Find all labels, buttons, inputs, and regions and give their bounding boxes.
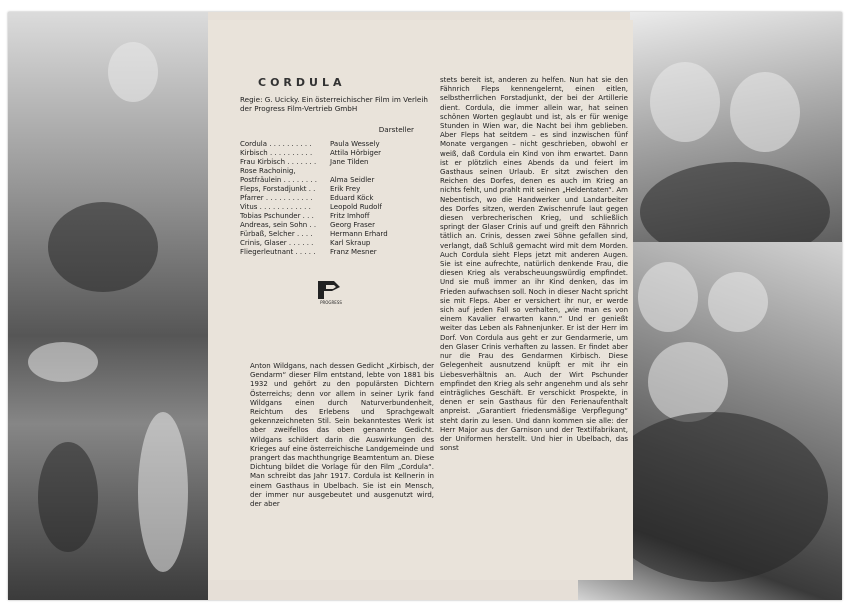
cast-role: Fürbaß, Selcher . . . . [240,230,313,238]
cast-actor: Paula Wessely [330,140,380,148]
progress-logo-icon [314,279,348,305]
cast-role: Rose Rachoinig, [240,167,296,175]
cast-role: Andreas, sein Sohn . . [240,221,317,229]
cast-row [240,149,430,158]
cast-actor: Hermann Erhard [330,230,388,238]
cast-actor [330,167,430,176]
cast-actor: Eduard Köck [330,194,374,202]
cast-role: Postfräulein . . . . . . . . [240,176,317,184]
cast-list [240,140,430,257]
cast-actor: Franz Mesner [330,248,377,256]
cast-role: Tobias Pschunder . . . [240,212,314,220]
cast-row [240,239,430,248]
cast-actor: Erik Frey [330,185,361,193]
cast-role: Fleps, Forstadjunkt . . [240,185,316,193]
director-credit: Regie: G. Ucicky. Ein österreichischer Film im Verleih der Progress Film-Vertrieb GmbH [240,95,428,113]
article-text-right: stets bereit ist, anderen zu helfen. Nun hat sie den Fähnrich Fleps kennengelernt, einen eitlen, selbstherrlichen Forstadjunkt, der bei der Artillerie dient. Cordula, die immer allein war, hat seinen schönen Worten geglaubt und ist, als er für wenige Stunden in Wien war, die Nacht bei ihm geblieben. Aber Fleps hat seitdem – es sind inzwischen fünf Monate vergangen – nicht geschrieben, obwohl er weiß, daß Cordula ein Kind von ihm erwartet. Dann ist er plötzlich eines Abends da und feiert im Gasthaus seinen Urlaub. Er sitzt zwischen den Reichen des Dorfes, denen es auch im Krieg an nichts fehlt, und prahlt mit seinen „Heldentaten“. Am Nebentisch, wo die Handwerker und Landarbeiter des Dorfes sitzen, werden Zwischenrufe laut gegen diesen verbrecherischen Krieg, und schließlich springt der Glaser Crinis auf und greift den Fähnrich tätlich an. Crinis, dessen zwei Söhne gefallen sind, verlangt, daß Schluß gemacht wird mit dem Morden. Auch Cordula sieht Fleps jetzt mit anderen Augen. Sie ist eine aufrechte, natürlich denkende Frau, die diesen Krieg als verabscheuungswürdig empfindet. Und sie muß immer an ihr Kind denken, das im Frieden aufwachsen soll. Noch in dieser Nacht spricht sie mit Fleps. Aber er versichert ihr nur, er werde sich auf jeden Fall so verhalten, „wie man es von einem Kavalier erwarten kann.“ Und er genießt weiter das Leben als Fahnenjunker. Er ist der Herr im Dorf. Von Cordula aus geht er zur Gendarmerie, um den Glaser Crinis verhaften zu lassen. Er findet aber nur die Frau des Gendarmen Kirbisch. Diese Gelegenheit ausnutzend knüpft er mit ihr ein Liebesverhältnis an. Auch der Wirt Pschunder empfindet den Krieg als sehr angenehm und als sehr einträgliches Geschäft. Er verschickt Prospekte, in denen er sein Gasthaus für den Ferienaufenthalt anpreist. „Garantiert friedensmäßige Verpflegung“ steht darin zu lesen. Und dann kommen sie alle: der Herr Major aus der Garnison und der Textilfabrikant, der Uniformen herstellt. Und hier in Ubelbach, das sonst [440,76,628,453]
cast-role: Vitus . . . . . . . . . . . . [240,203,311,211]
article-text-left: Anton Wildgans, nach dessen Gedicht „Kirbisch, der Gendarm“ dieser Film entstand, lebte von 1881 bis 1932 und gehört zu den populärsten Dichtern Österreichs; denn vor allem in seiner Lyrik fand Wildgans einen durch Naturverbundenheit, Reichtum des Erlebens und Sprachgewalt gekennzeichneten Stil. Sein bekanntestes Werk ist aber zweifellos das oben genannte Gedicht. Wildgans schildert darin die Auswirkungen des Krieges auf eine österreichische Landgemeinde und prangert das machthungrige Beamtentum an. Diese Dichtung bildet die Vorlage für den Film „Cordula“. Man schreibt das Jahr 1917. Cordula ist Kellnerin in einem Gasthaus in Ubelbach. Sie ist ein Mensch, der immer nur ausgebeutet und ausgenutzt wird, der aber [250,362,434,509]
cast-row [240,185,430,194]
cast-heading: Darsteller [378,125,414,134]
cast-actor: Georg Fraser [330,221,375,229]
cast-row [240,212,430,221]
article-column-right [440,76,628,453]
cast-actor: Leopold Rudolf [330,203,382,211]
cast-row [240,203,430,212]
cast-row [240,158,430,167]
film-still-top-right [630,12,842,262]
film-title: CORDULA [258,76,346,89]
cast-actor: Karl Skraup [330,239,371,247]
cast-actor: Alma Seidler [330,176,375,184]
credits-column [240,76,430,309]
cast-row [240,230,430,239]
cast-role: Crinis, Glaser . . . . . . [240,239,314,247]
cast-actor: Attila Hörbiger [330,149,381,157]
cast-role: Kirbisch . . . . . . . . . . [240,149,313,157]
cast-role: Pfarrer . . . . . . . . . . . [240,194,313,202]
cast-row [240,176,430,185]
cast-actor: Fritz Imhoff [330,212,370,220]
program-sheet [8,12,842,600]
cast-row [240,167,430,176]
cast-role: Frau Kirbisch . . . . . . . [240,158,317,166]
cast-row [240,221,430,230]
film-still-left [8,12,208,600]
cast-row [240,248,430,257]
cast-row [240,194,430,203]
cast-role: Fliegerleutnant . . . . . [240,248,316,256]
cast-actor: Jane Tilden [330,158,369,166]
cast-role: Cordula . . . . . . . . . . [240,140,312,148]
svg-text:PROGRESS: PROGRESS [320,300,342,305]
cast-row [240,140,430,149]
article-column-left [250,362,434,509]
